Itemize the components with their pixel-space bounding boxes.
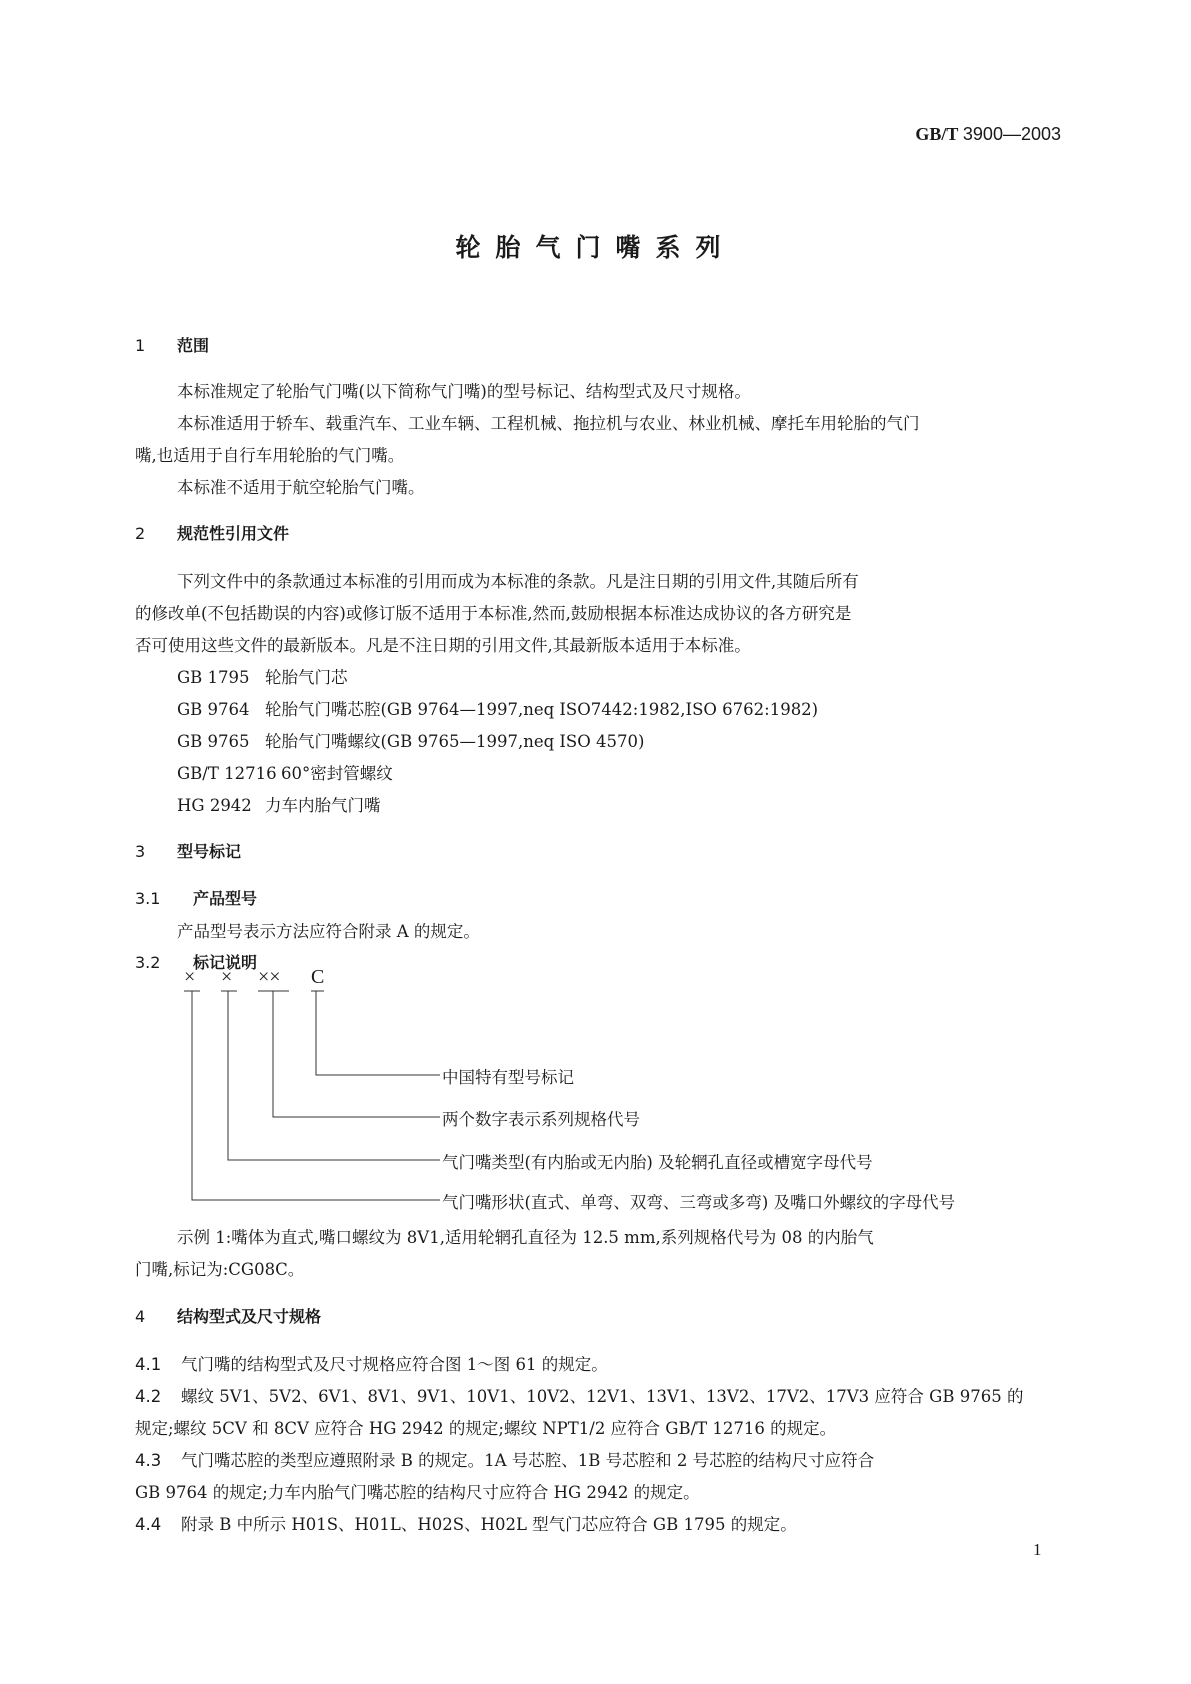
symbol-type-code: ×: [221, 966, 233, 988]
clause-text: 螺纹 5V1、5V2、6V1、8V1、9V1、10V1、10V2、12V1、13V1、13V2、17V2、17V3 应符合 GB 9765 的: [181, 1387, 1024, 1406]
paragraph: 的修改单(不包括勘误的内容)或修订版不适用于本标准,然而,鼓励根据本标准达成协议的各方研究是: [135, 604, 852, 623]
reference-code: HG 2942: [177, 796, 252, 815]
section-number: 1: [135, 336, 146, 355]
clause-4-2: [135, 1383, 1023, 1407]
document-title: 轮胎气门嘴系列: [455, 233, 736, 262]
section-title: 规范性引用文件: [177, 524, 290, 543]
subsection-number: 3.2: [135, 953, 161, 972]
clause-text: 气门嘴的结构型式及尺寸规格应符合图 1～图 61 的规定。: [181, 1355, 608, 1374]
section-4-heading: [135, 1304, 321, 1327]
clause-number: 4.1: [135, 1355, 162, 1374]
diagram-label: 气门嘴形状(直式、单弯、双弯、三弯或多弯) 及嘴口外螺纹的字母代号: [442, 1193, 956, 1212]
section-number: 3: [135, 842, 146, 861]
diagram-label: 气门嘴类型(有内胎或无内胎) 及轮辋孔直径或槽宽字母代号: [442, 1153, 873, 1172]
page-number: 1: [1033, 1540, 1042, 1559]
clause-number: 4.3: [135, 1451, 162, 1470]
paragraph: 本标准适用于轿车、载重汽车、工业车辆、工程机械、拖拉机与农业、林业机械、摩托车用轮胎的气门: [177, 414, 920, 433]
example-text: 示例 1:嘴体为直式,嘴口螺纹为 8V1,适用轮辋孔直径为 12.5 mm,系列规格代号为 08 的内胎气: [177, 1228, 874, 1247]
reference-code: GB 9765: [177, 732, 250, 751]
symbol-china-mark: C: [311, 966, 325, 988]
clause-text: 附录 B 中所示 H01S、H01L、H02S、H02L 型气门芯应符合 GB 1795 的规定。: [181, 1515, 797, 1534]
diagram-label: 两个数字表示系列规格代号: [442, 1110, 640, 1129]
diagram-lines: [184, 991, 440, 1200]
section-number: 4: [135, 1307, 146, 1326]
reference-code: GB 9764: [177, 700, 250, 719]
clause-text-continued: GB 9764 的规定;力车内胎气门嘴芯腔的结构尺寸应符合 HG 2942 的规定。: [135, 1483, 700, 1502]
diagram-label: 中国特有型号标记: [442, 1068, 574, 1087]
clause-text: 气门嘴芯腔的类型应遵照附录 B 的规定。1A 号芯腔、1B 号芯腔和 2 号芯腔的结构尺寸应符合: [181, 1451, 875, 1470]
standard-prefix: GB/T: [915, 124, 959, 144]
section-title: 型号标记: [177, 842, 242, 861]
clause-number: 4.4: [135, 1515, 162, 1534]
clause-4-1: [135, 1351, 608, 1375]
clause-number: 4.2: [135, 1387, 162, 1406]
symbol-shape-code: ×: [184, 966, 196, 988]
example-text: 门嘴,标记为:CG08C。: [135, 1260, 305, 1279]
section-title: 范围: [177, 336, 210, 355]
reference-title: 力车内胎气门嘴: [265, 796, 381, 815]
standard-code: 3900—2003: [962, 124, 1061, 144]
section-number: 2: [135, 524, 146, 543]
reference-title: 60°密封管螺纹: [281, 764, 393, 783]
clause-4-4: [135, 1511, 797, 1535]
reference-title: 轮胎气门芯: [265, 668, 348, 687]
subsection-title: 产品型号: [193, 889, 258, 908]
paragraph: 否可使用这些文件的最新版本。凡是不注日期的引用文件,其最新版本适用于本标准。: [135, 636, 751, 655]
reference-title: 轮胎气门嘴芯腔(GB 9764—1997,neq ISO7442:1982,ISO 6762:1982): [265, 700, 819, 719]
reference-title: 轮胎气门嘴螺纹(GB 9765—1997,neq ISO 4570): [265, 732, 645, 751]
reference-code: GB/T 12716: [177, 764, 277, 783]
paragraph: 下列文件中的条款通过本标准的引用而成为本标准的条款。凡是注日期的引用文件,其随后所有: [177, 572, 859, 591]
paragraph: 本标准不适用于航空轮胎气门嘴。: [177, 478, 425, 497]
paragraph: 嘴,也适用于自行车用轮胎的气门嘴。: [135, 446, 405, 465]
reference-code: GB 1795: [177, 668, 250, 687]
subsection-number: 3.1: [135, 889, 161, 908]
clause-4-3: [135, 1447, 874, 1471]
paragraph: 本标准规定了轮胎气门嘴(以下简称气门嘴)的型号标记、结构型式及尺寸规格。: [177, 382, 751, 401]
paragraph: 产品型号表示方法应符合附录 A 的规定。: [177, 922, 480, 941]
section-title: 结构型式及尺寸规格: [177, 1307, 322, 1326]
subsection-title: 标记说明: [193, 953, 258, 972]
clause-text-continued: 规定;螺纹 5CV 和 8CV 应符合 HG 2942 的规定;螺纹 NPT1/2 应符合 GB/T 12716 的规定。: [135, 1419, 837, 1438]
symbol-series-code: ××: [258, 966, 281, 988]
